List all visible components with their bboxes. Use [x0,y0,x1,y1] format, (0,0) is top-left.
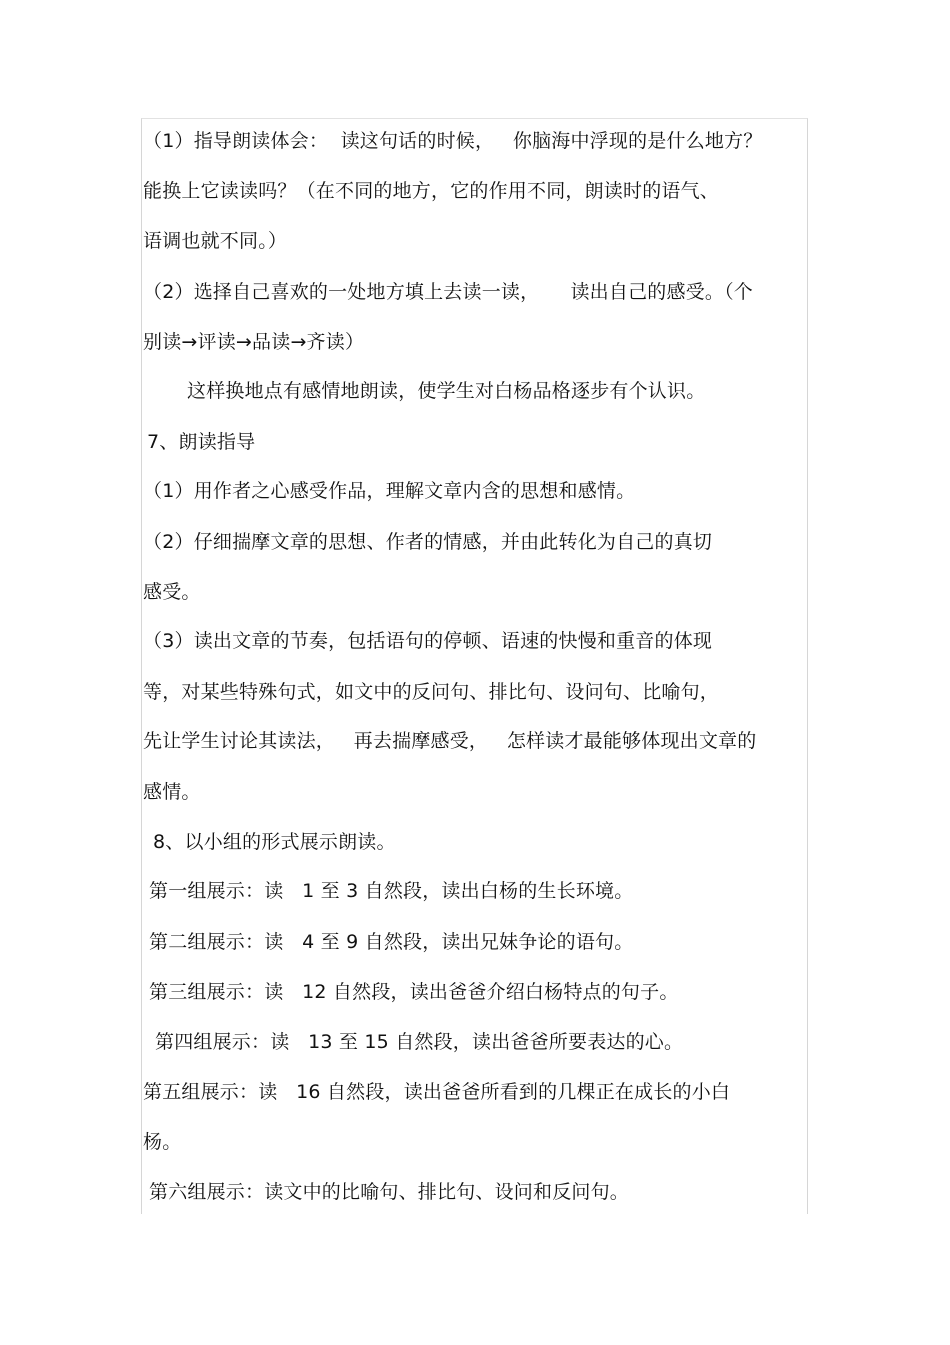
group-line-5: 第五组展示：读 16 自然段，读出爸爸所看到的几棵正在成长的小白 [143,1081,731,1103]
text-line-3: 语调也就不同。） [143,230,288,252]
text-line-12: 等，对某些特殊句式，如文中的反问句、排比句、设问句、比喻句， [143,681,720,703]
text-line-14: 感情。 [143,781,201,803]
text-line-6: 这样换地点有感情地朗读，使学生对白杨品格逐步有个认识。 [187,380,706,402]
group-line-4: 第四组展示：读 13 至 15 自然段，读出爸爸所要表达的心。 [155,1031,684,1053]
text-line-5: 别读→评读→品读→齐读） [143,331,365,353]
group-line-1: 第一组展示：读 1 至 3 自然段，读出白杨的生长环境。 [149,880,634,902]
text-line-1: （1）指导朗读体会： 读这句话的时候， 你脑海中浮现的是什么地方？ [143,130,763,152]
section-heading-8: 8、以小组的形式展示朗读。 [153,831,396,853]
group-line-2: 第二组展示：读 4 至 9 自然段，读出兄妹争论的语句。 [149,931,634,953]
section-heading-7: 7、朗读指导 [147,431,256,453]
group-line-5-cont: 杨。 [143,1131,182,1153]
text-line-2: 能换上它读读吗？（在不同的地方，它的作用不同，朗读时的语气、 [143,180,720,202]
group-line-6: 第六组展示：读文中的比喻句、排比句、设问和反问句。 [149,1181,630,1203]
text-line-11: （3）读出文章的节奏，包括语句的停顿、语速的快慢和重音的体现 [143,630,713,652]
text-line-10: 感受。 [143,581,201,603]
text-line-4: （2）选择自己喜欢的一处地方填上去读一读， 读出自己的感受。（个 [143,281,753,303]
text-line-13: 先让学生讨论其读法， 再去揣摩感受， 怎样读才最能够体现出文章的 [143,730,757,752]
group-line-3: 第三组展示：读 12 自然段，读出爸爸介绍白杨特点的句子。 [149,981,679,1003]
text-line-9: （2）仔细揣摩文章的思想、作者的情感，并由此转化为自己的真切 [143,531,713,553]
text-line-8: （1）用作者之心感受作品，理解文章内含的思想和感情。 [143,480,636,502]
